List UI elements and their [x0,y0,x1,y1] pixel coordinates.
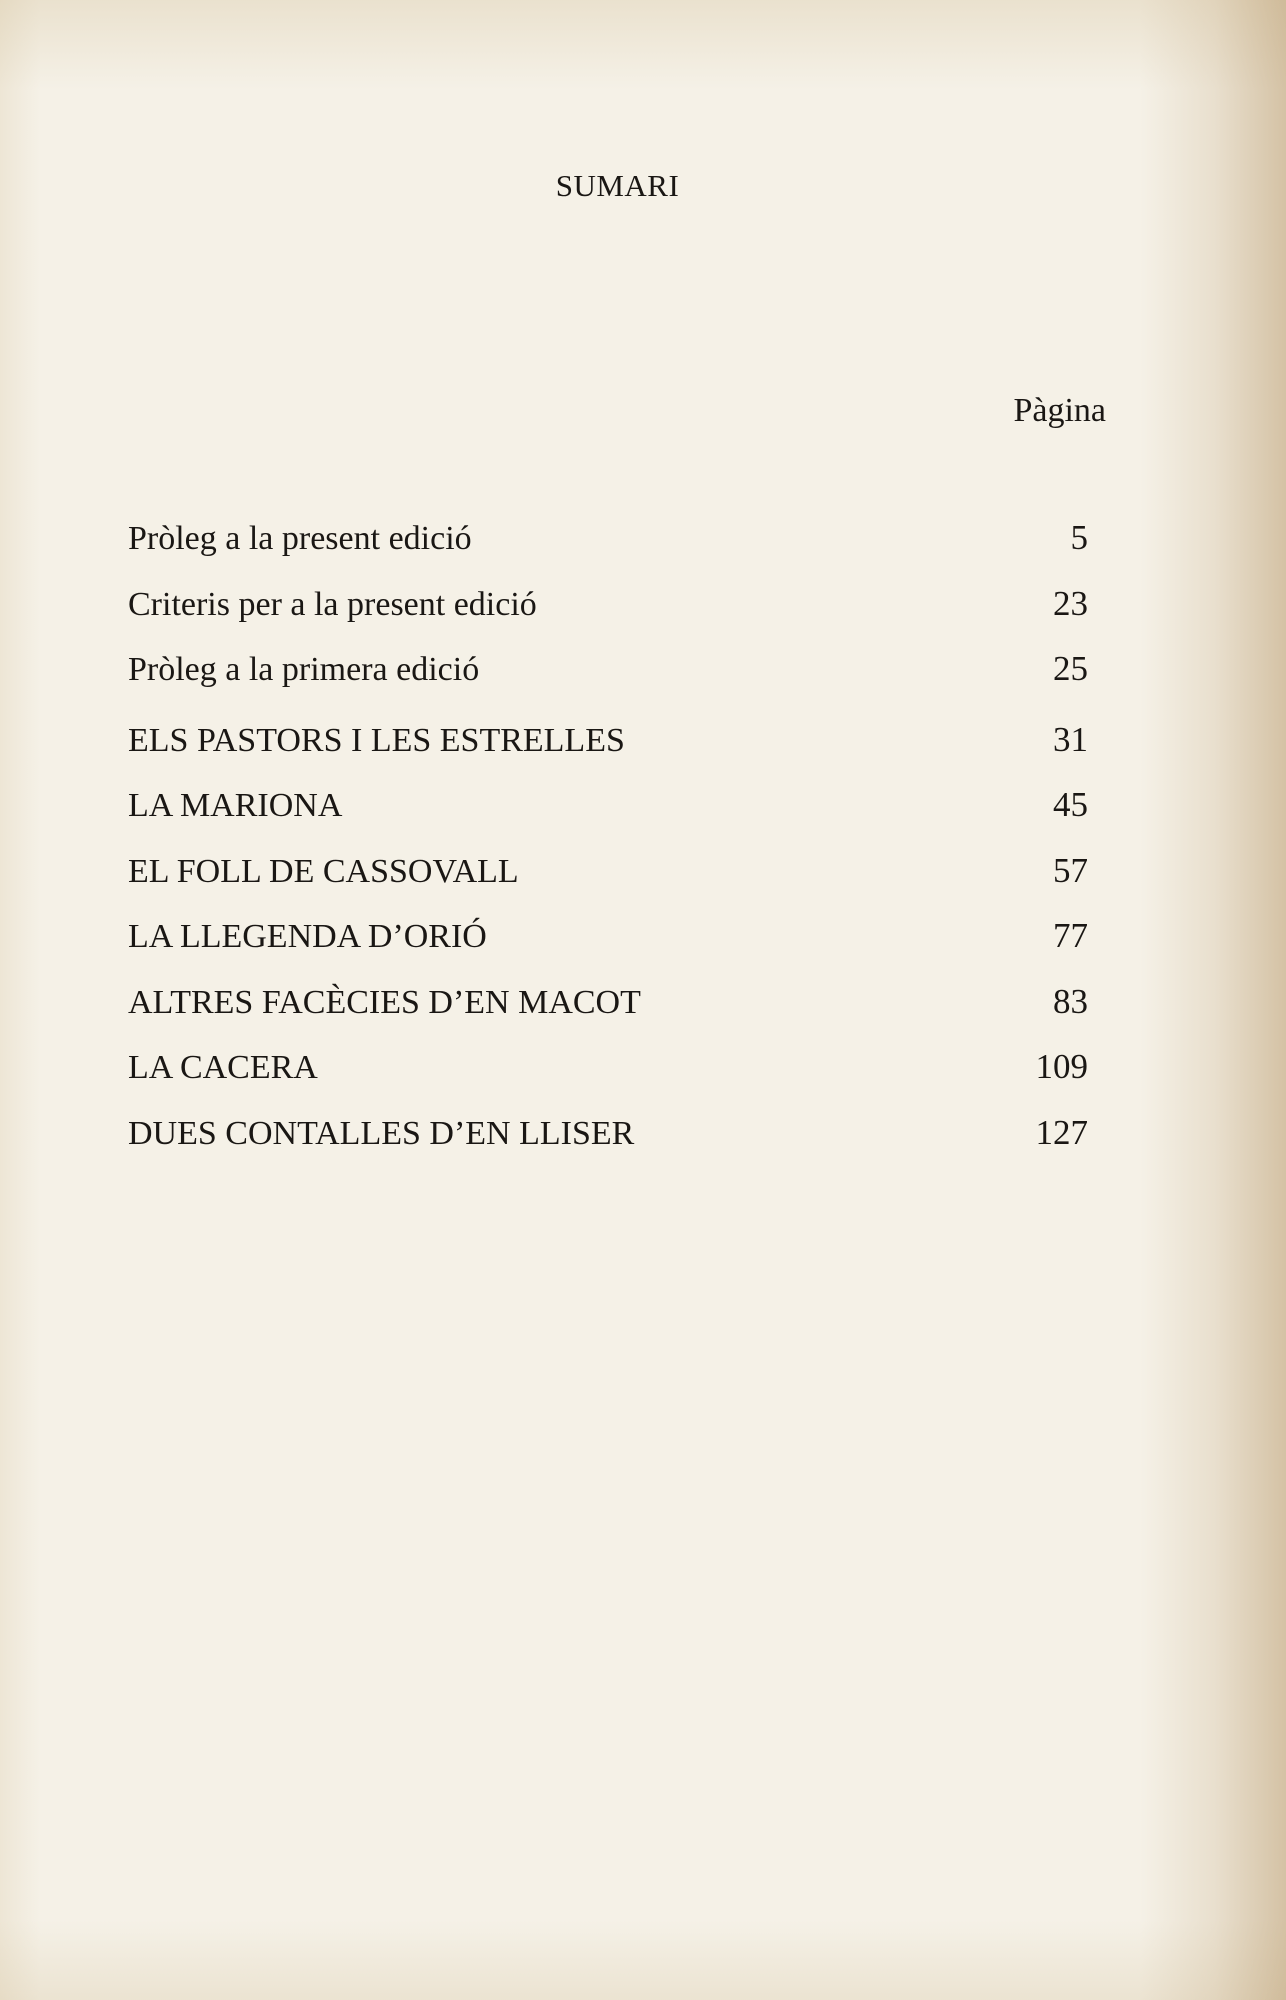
toc-entry-title: LA LLEGENDA D’ORIÓ [128,918,487,955]
toc-entry-title: ELS PASTORS I LES ESTRELLES [128,721,625,759]
toc-entry [128,1047,1088,1113]
toc-entry-page: 109 [1035,1047,1088,1086]
toc-entry-page: 127 [1035,1112,1088,1152]
toc-entry-page: 77 [1053,916,1088,955]
toc-entry [128,720,1088,786]
toc-entry-page: 83 [1053,981,1088,1021]
toc-entry [128,584,1088,650]
toc-entry-title: LA CACERA [128,1049,318,1086]
toc-entry [128,916,1088,982]
page-title: SUMARI [555,168,680,203]
toc-entry-page: 45 [1053,785,1088,824]
page-column-label: Pàgina [1013,392,1106,429]
toc-entry [128,785,1088,851]
toc-entry-title: LA MARIONA [128,787,343,824]
toc-entry [128,851,1088,917]
toc-entry-title: EL FOLL DE CASSOVALL [128,852,519,890]
toc-entry-title: Pròleg a la primera edició [128,651,480,688]
toc-entry [128,518,1088,584]
toc-entry-page: 25 [1053,649,1088,688]
toc-entry-page: 23 [1053,583,1088,623]
toc-entry [128,982,1088,1048]
toc-entry-page: 5 [1070,518,1088,557]
toc-entry-title: DUES CONTALLES D’EN LLISER [128,1114,635,1152]
toc-entry-title: Criteris per a la present edició [128,585,537,623]
table-of-contents [128,518,1088,1178]
toc-entry-page: 31 [1053,719,1088,759]
toc-entry-title: ALTRES FACÈCIES D’EN MACOT [128,983,641,1021]
toc-entry [128,1113,1088,1179]
toc-entry-title: Pròleg a la present edició [128,520,472,557]
toc-entry [128,649,1088,715]
toc-entry-page: 57 [1053,850,1088,890]
